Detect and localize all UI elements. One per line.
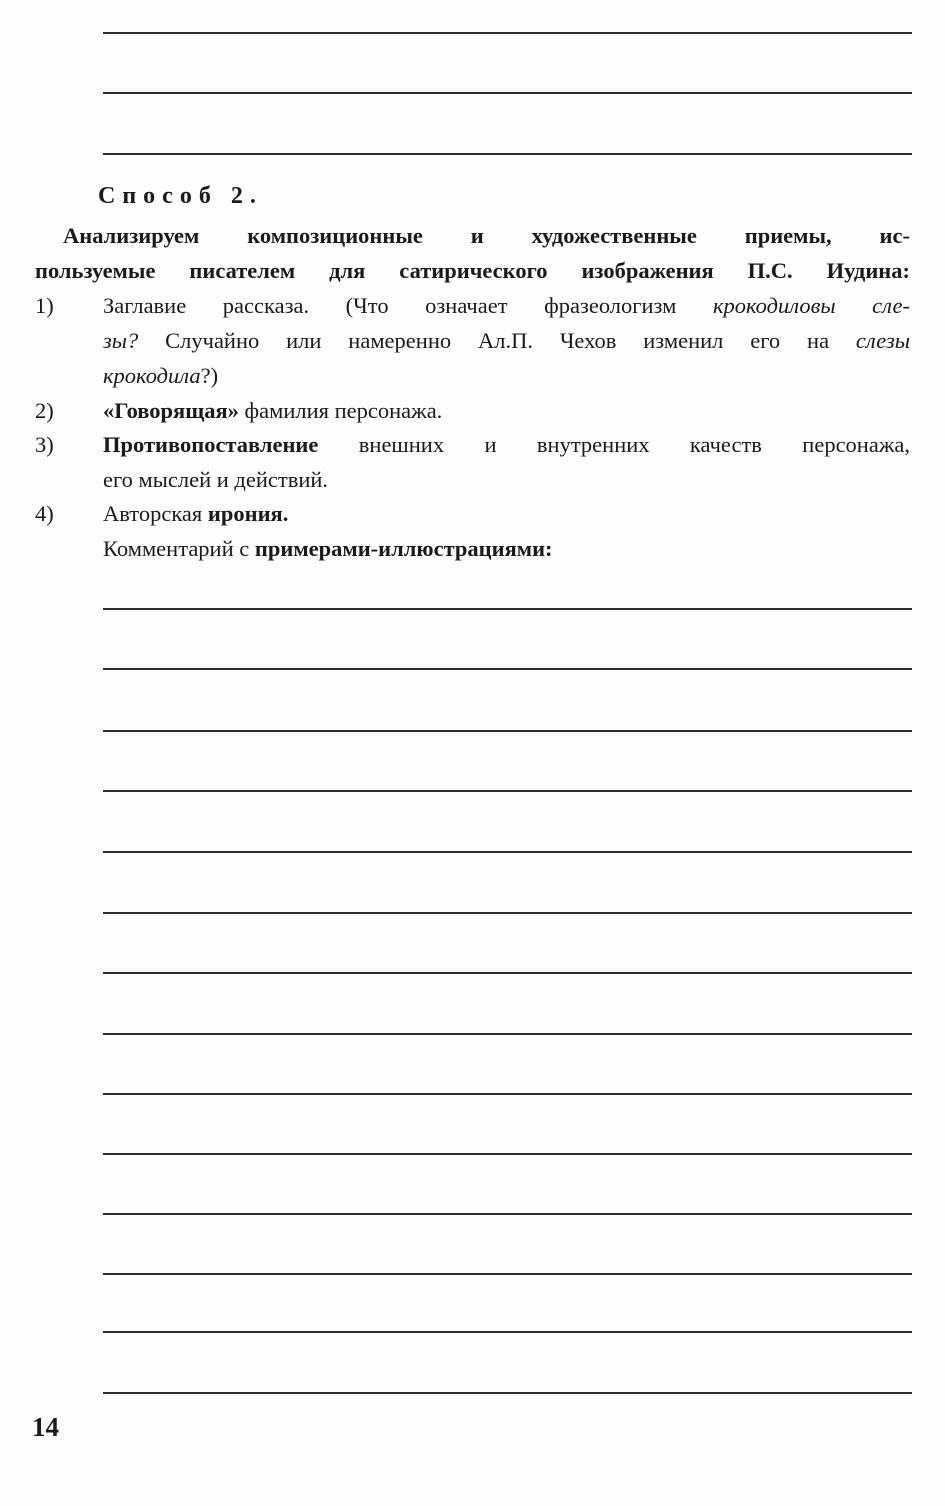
list-item-1-number: 1) bbox=[35, 293, 54, 318]
answer-ruled-line bbox=[103, 1093, 912, 1095]
top-ruled-line bbox=[103, 153, 912, 155]
item2-text: фамилия персонажа. bbox=[238, 398, 443, 423]
comment-bold-phrase: примерами-иллюстрациями: bbox=[254, 536, 553, 561]
list-item-3-line-1 bbox=[103, 431, 910, 459]
item1-text-mid: Случайно или намеренно Ал.П. Чехов изменил его на bbox=[138, 328, 856, 353]
item1-italic-word: слезы bbox=[855, 328, 910, 353]
list-item-3-line-2: его мыслей и действий. bbox=[103, 467, 329, 492]
answer-ruled-line bbox=[103, 972, 912, 974]
answer-ruled-line bbox=[103, 730, 912, 732]
item1-italic-continuation: зы? bbox=[103, 328, 139, 353]
item1-closing: ?) bbox=[200, 363, 219, 388]
top-ruled-line bbox=[103, 92, 912, 94]
section-heading: Способ 2. bbox=[98, 183, 263, 209]
page-number: 14 bbox=[32, 1412, 59, 1442]
item1-italic-end: крокодила bbox=[103, 363, 201, 388]
top-ruled-line bbox=[103, 32, 912, 34]
intro-paragraph-line-2: пользуемые писателем для сатирического изображения П.С. Иудина: bbox=[35, 258, 910, 283]
list-item-2-line bbox=[103, 397, 442, 425]
answer-ruled-line bbox=[103, 1273, 912, 1275]
answer-ruled-line bbox=[103, 1033, 912, 1035]
item1-text: Заглавие рассказа. (Что означает фразеологизм bbox=[103, 293, 713, 318]
list-item-1-line-3 bbox=[103, 362, 218, 390]
list-item-1-line-1 bbox=[103, 292, 910, 320]
answer-ruled-line bbox=[103, 1331, 912, 1333]
answer-ruled-line bbox=[103, 912, 912, 914]
item1-italic-phrase: крокодиловы сле- bbox=[712, 293, 910, 318]
answer-ruled-line bbox=[103, 668, 912, 670]
item3-text: внешних и внутренних качеств персонажа, bbox=[318, 432, 910, 457]
answer-ruled-line bbox=[103, 1153, 912, 1155]
answer-ruled-line bbox=[103, 1392, 912, 1394]
list-item-1-line-2 bbox=[103, 327, 910, 355]
item2-bold-word: «Говорящая» bbox=[103, 398, 239, 423]
list-item-4-number: 4) bbox=[35, 501, 54, 526]
intro-paragraph-line-1: Анализируем композиционные и художественные приемы, ис- bbox=[63, 223, 910, 248]
answer-ruled-line bbox=[103, 851, 912, 853]
list-item-2-number: 2) bbox=[35, 398, 54, 423]
answer-ruled-line bbox=[103, 790, 912, 792]
list-item-3-number: 3) bbox=[35, 432, 54, 457]
list-item-4-line bbox=[103, 500, 288, 528]
item4-text: Авторская bbox=[103, 501, 208, 526]
item3-bold-word: Противопоставление bbox=[103, 432, 319, 457]
answer-ruled-line bbox=[103, 1213, 912, 1215]
answer-ruled-line bbox=[103, 608, 912, 610]
comment-line bbox=[103, 535, 553, 563]
comment-text: Комментарий с bbox=[103, 536, 255, 561]
item4-bold-word: ирония. bbox=[207, 501, 289, 526]
